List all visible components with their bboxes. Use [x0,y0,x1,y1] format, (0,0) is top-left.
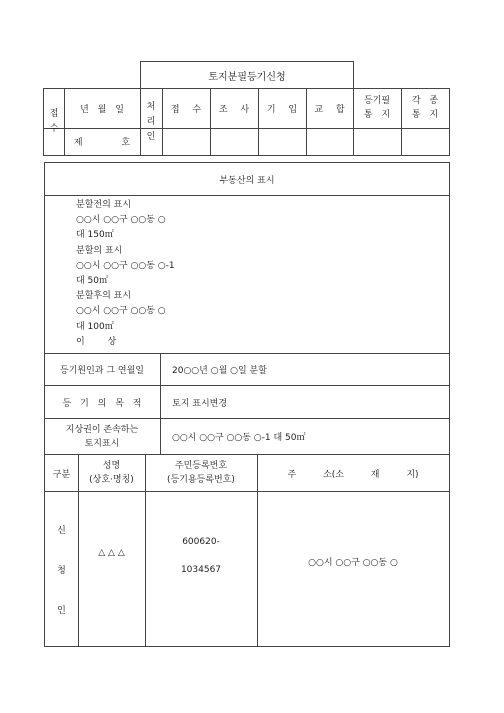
property-line: ○○시 ○○구 ○○동 ○ [76,306,166,317]
col-notice-line: 등기필 [363,96,391,106]
receipt-label [43,88,65,156]
property-line: 대 50㎡ [76,276,109,287]
property-line: ○○시 ○○구 ○○동 ○ [76,215,166,226]
superficies-label [44,418,160,455]
cause-label: 등기원인과 그 연월일 [60,366,144,376]
purpose-label: 등 기 의 목 적 [62,398,142,409]
col-various-line: 각 종 [411,96,439,106]
col-inspection: 조 사 [218,104,250,115]
property-line: 대 100㎡ [76,321,114,332]
applicant-id-header-line: 주민등록번호 [174,461,228,471]
property-line: 분할후의 표시 [76,291,132,302]
purpose-value: 토지 표시변경 [172,398,228,409]
applicant-id-line: 1034567 [180,565,222,575]
col-collation: 교 합 [314,104,345,115]
col-various [401,88,449,128]
applicant-type-header: 구분 [52,469,71,480]
col-entry: 기 입 [266,104,298,115]
applicant-id [145,491,257,621]
receipt-char: 접 [49,109,59,119]
property-lines [76,198,175,350]
applicant-id-line: 600620- [182,537,220,547]
property-line: 분할의 표시 [76,245,123,256]
applicant-address-header: 주 소(소 재 지) [287,469,419,480]
receipt-date: 년 월 일 [80,104,124,115]
handler-char: 인 [146,131,156,142]
receipt-number: 제 호 [73,138,131,148]
applicant-id-header-line: (등기용등록번호) [167,475,235,485]
cause-value: 20○○년 ○월 ○일 분할 [172,366,267,376]
property-line: 이 상 [76,336,117,347]
handler-char: 리 [146,116,156,127]
applicant-name: △ △ △ [98,548,125,558]
applicant-id-header [145,454,257,492]
applicant-type [44,491,79,647]
applicant-type-char: 신 [57,525,66,536]
applicant-type-char: 인 [57,605,66,616]
applicant-address: ○○시 ○○구 ○○동 ○ [308,557,398,568]
property-line: 대 150㎡ [76,230,114,241]
property-line: ○○시 ○○구 ○○동 ○-1 [76,260,175,271]
handler-label [140,88,162,156]
property-title: 부동산의 표시 [219,175,275,186]
superficies-label-line: 지상권이 존속하는 [65,424,139,435]
col-various-line: 통 지 [411,110,439,120]
superficies-value: ○○시 ○○구 ○○동 ○-1 대 50㎡ [172,433,306,443]
property-line: 분할전의 표시 [76,200,132,210]
applicant-name-header-line: (상호·명칭) [89,475,134,485]
applicant-type-char: 청 [57,565,66,576]
col-notice-line: 통 지 [363,110,391,120]
superficies-label-line: 토지표시 [84,438,120,449]
col-receipt: 접 수 [170,104,202,115]
handler-char: 처 [146,101,156,112]
applicant-name-header-line: 성명 [102,461,121,471]
receipt-char: 수 [49,124,59,134]
col-notice [353,88,401,128]
applicant-name-header [78,454,145,492]
form-title: 토지분필등기신청 [208,71,286,83]
